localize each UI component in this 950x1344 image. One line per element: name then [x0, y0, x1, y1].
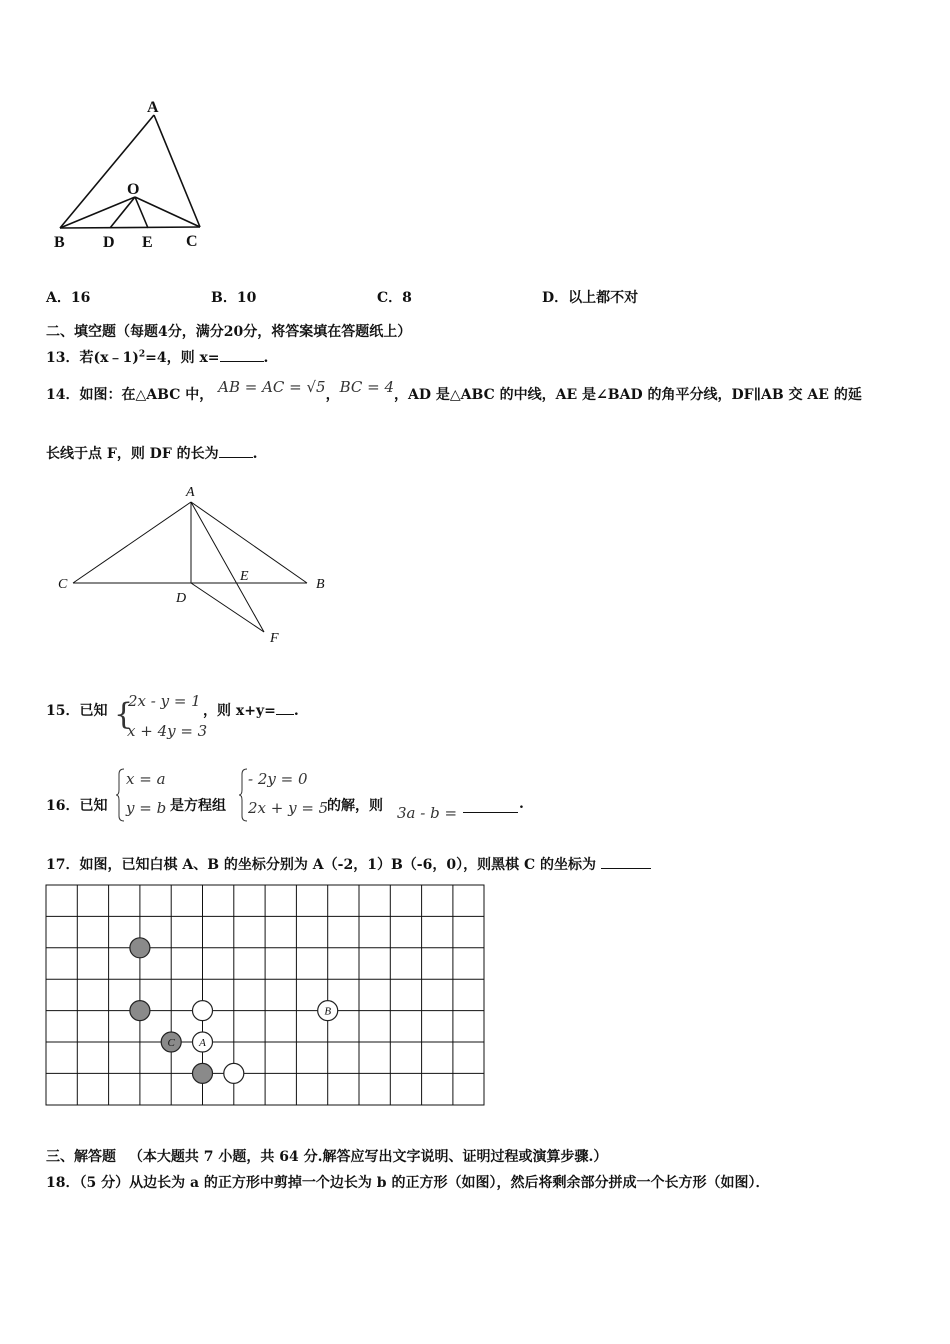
q14-answer-blank — [219, 445, 253, 458]
triangle-figure-q14 — [50, 480, 350, 650]
q17-answer-blank — [601, 856, 651, 869]
q13-exponent: 2 — [138, 349, 146, 360]
question-15-label: 15．已知 — [46, 703, 108, 719]
section3-note: （本大题共 7 小题，共 64 分.解答应写出文字说明、证明过程或演算步骤.） — [128, 1149, 608, 1165]
label-o: O — [127, 181, 140, 198]
label-e: E — [240, 569, 249, 584]
section-heading-fill-in: 二、填空题（每题4分，满分20分，将答案填在答题纸上） — [46, 324, 412, 340]
q13-post: =4，则 x= — [145, 350, 220, 366]
q16-mid-text: 是方程组 — [170, 798, 226, 814]
q17-text: 17．如图，已知白棋 A、B 的坐标分别为 A（-2，1）B（-6，0），则黑棋 C 的坐标为 — [46, 857, 596, 873]
go-board-grid — [45, 884, 485, 1106]
stone-label-c: C — [167, 1037, 175, 1049]
option-b: B．10 — [211, 290, 257, 306]
q14-pre: 14．如图：在△ABC 中， — [46, 387, 214, 403]
label-b: B — [316, 577, 325, 592]
segment-ca — [73, 502, 191, 583]
q15-answer-blank — [276, 702, 294, 715]
black-stone — [130, 1001, 150, 1021]
stone-label-a: A — [199, 1037, 206, 1049]
label-a: A — [147, 99, 159, 116]
segment-af — [191, 502, 264, 632]
q16-post-text: 的解，则 — [327, 798, 383, 814]
q16-solution-y: y = b — [126, 799, 167, 817]
q14-line2: 长线于点 F，则 DF 的长为 — [46, 446, 219, 462]
q13-end: . — [263, 350, 269, 366]
option-d: D．以上都不对 — [542, 290, 639, 306]
segment-ac — [154, 115, 200, 227]
triangle-figure-q12 — [40, 95, 230, 255]
q14-math-bc: BC = 4 — [339, 378, 395, 396]
label-d: D — [176, 591, 187, 606]
segment-df — [191, 583, 264, 632]
question-18: 18．（5 分）从边长为 a 的正方形中剪掉一个边长为 b 的正方形（如图），然后将剩余部分拼成一个长方形（如图）． — [46, 1175, 770, 1191]
segment-ob — [60, 197, 135, 228]
q14-end: . — [252, 446, 258, 462]
q15-post: ，则 x+y= — [203, 703, 276, 719]
question-14-line-2 — [46, 443, 258, 463]
label-f: F — [270, 631, 279, 646]
q16-system-eq-1: - 2y = 0 — [248, 770, 308, 788]
q16-expression: 3a - b = — [397, 804, 458, 822]
section3-heading: 三、解答题 — [46, 1149, 116, 1165]
black-stone — [193, 1063, 213, 1083]
section-heading-solutions — [46, 1146, 607, 1166]
segment-ab — [191, 502, 307, 583]
q16-system-brace — [238, 768, 248, 822]
question-17 — [46, 854, 651, 874]
q16-answer-blank — [463, 800, 518, 813]
q14-comma: ， — [325, 387, 340, 403]
label-c: C — [58, 577, 68, 592]
question-13 — [46, 347, 268, 367]
black-stone — [130, 938, 150, 958]
label-b: B — [54, 234, 65, 251]
label-a: A — [186, 485, 195, 500]
q14-math-ab-ac: AB = AC = √5 — [218, 378, 326, 396]
segment-ab — [60, 115, 154, 228]
q15-equation-1: 2x - y = 1 — [128, 692, 201, 710]
stone-label-b: B — [324, 1005, 332, 1018]
option-a: A．16 — [46, 290, 91, 306]
q15-end: . — [293, 703, 299, 719]
q16-solution-brace — [115, 768, 125, 822]
q16-system-eq-2: 2x + y = 5 — [248, 799, 329, 817]
q16-end: . — [519, 796, 524, 812]
q16-solution-x: x = a — [126, 770, 166, 788]
white-stone — [224, 1063, 244, 1083]
label-e: E — [142, 234, 153, 251]
q15-equation-2: x + 4y = 3 — [127, 722, 208, 740]
option-c: C．8 — [377, 290, 412, 306]
q13-pre: 13．若(x﹣1) — [46, 350, 139, 366]
label-c: C — [186, 233, 198, 250]
q15-brace: { — [114, 697, 134, 732]
q13-answer-blank — [220, 349, 264, 362]
q15-answer — [203, 700, 299, 720]
q14-post: ，AD 是△ABC 的中线，AE 是∠BAD 的角平分线，DF∥AB 交 AE 的延 — [394, 387, 862, 403]
segment-bc — [60, 227, 200, 228]
label-d: D — [103, 234, 115, 251]
question-14-line-1 — [46, 378, 862, 404]
white-stone — [193, 1001, 213, 1021]
question-16-label: 16．已知 — [46, 798, 108, 814]
